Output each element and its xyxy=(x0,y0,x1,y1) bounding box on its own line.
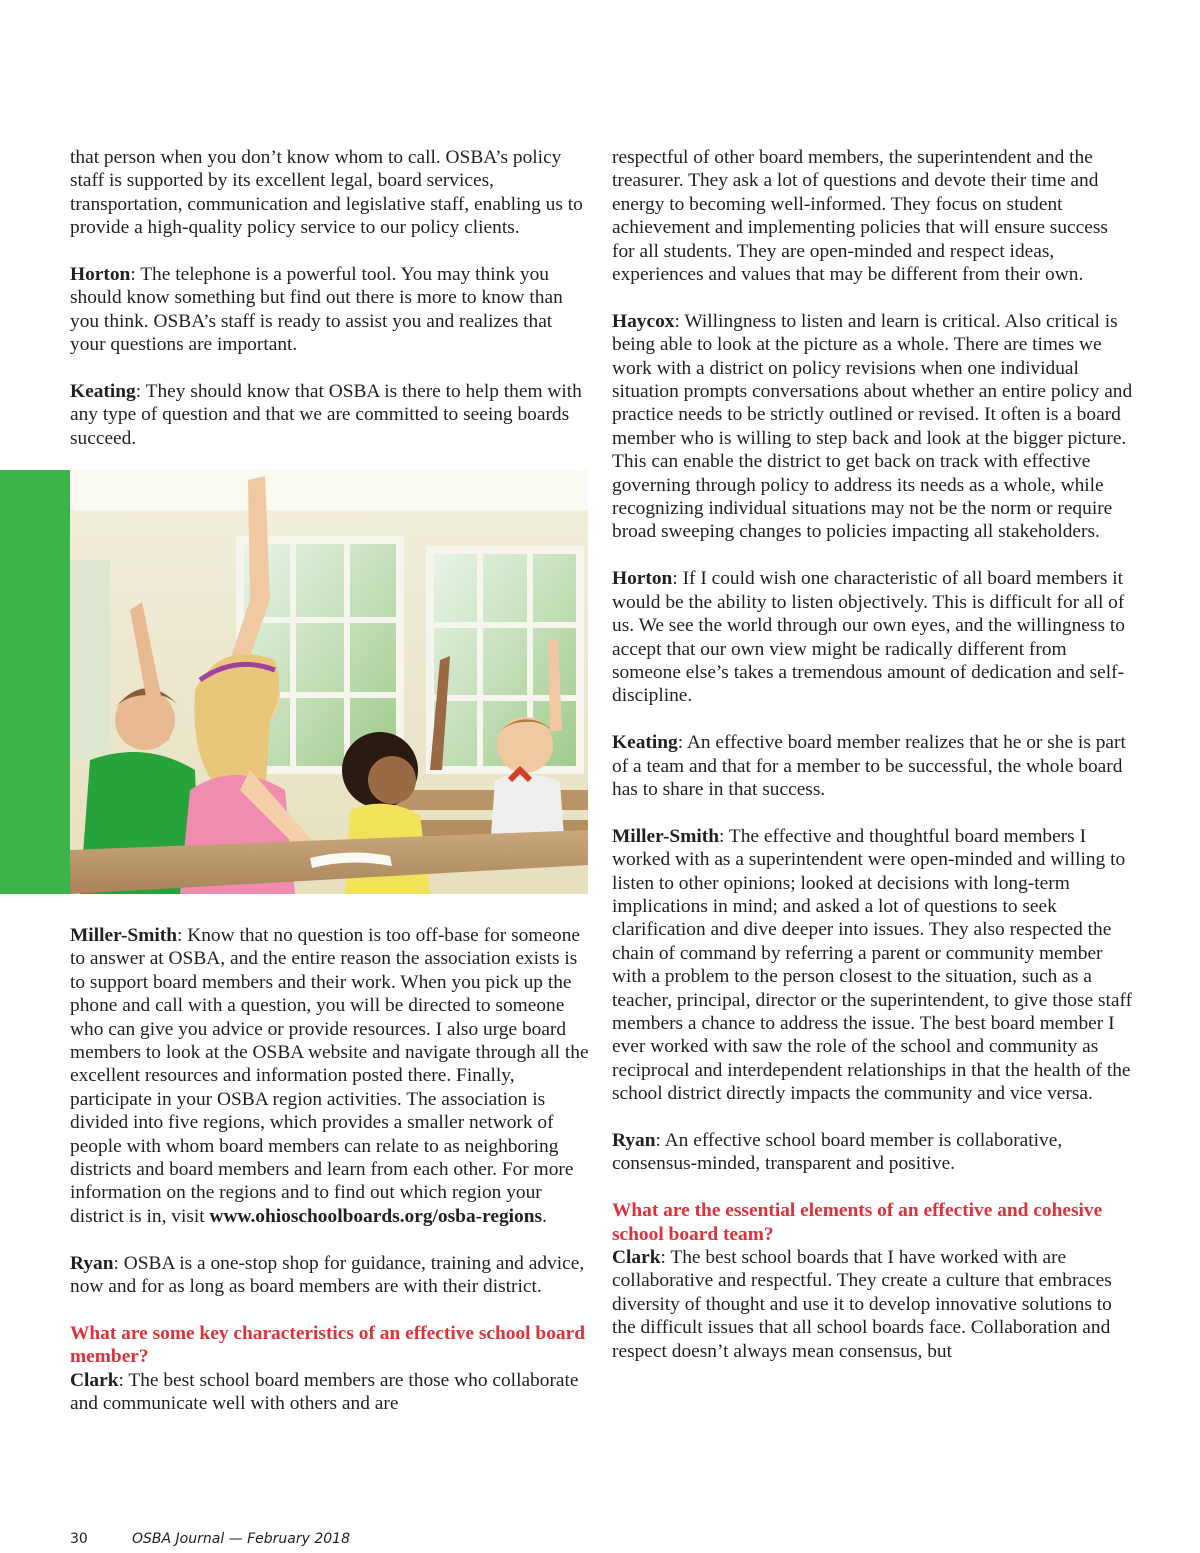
left-millersmith-answer: Miller-Smith: Know that no question is too off-base for someone to answer at OSBA, and the entire reason the association exists is to support board members and their work. When you pick up the phone and call with a question, you will be directed to someone who can give you advice or provide resources. I also urge board members to look at the OSBA website and navigate through all the excellent resources and information posted there. Finally, participate in your OSBA region activities. The association is divided into five regions, which provides a smaller network of people with whom board members can relate to as neighboring districts and board members and learn from each other. For more information on the regions and to find out which region your district is in, visit www.ohioschoolboards.org/osba-regions. xyxy=(70,925,589,1227)
left-column-lower xyxy=(70,924,590,1416)
right-horton-answer: Horton: If I could wish one characteristic of all board members it would be the ability to listen objectively. This is difficult for all of us. We see the world through our own eyes, and the willingness to accept that our own view might be radically different from someone else’s takes a tremendous amount of dedication and self-discipline. xyxy=(612,568,1125,707)
speaker-name: Clark xyxy=(612,1247,661,1268)
ceiling-band xyxy=(70,470,588,510)
speaker-name: Miller-Smith xyxy=(70,925,177,946)
classroom-photo xyxy=(70,470,588,894)
left-paragraph-continued: that person when you don’t know whom to call. OSBA’s policy staff is supported by its excellent legal, board services, transportation, communication and legislative staff, enabling us to provide a high-quality policy service to our policy clients. xyxy=(70,147,583,239)
page-number: 30 xyxy=(70,1531,88,1547)
publication-line: OSBA Journal — February 2018 xyxy=(132,1531,350,1547)
regions-url-link[interactable]: www.ohioschoolboards.org/osba-regions xyxy=(209,1205,543,1227)
right-keating-answer: Keating: An effective board member realizes that he or she is part of a team and that for a member to be successful, the whole board has to share in that success. xyxy=(612,732,1126,800)
question-heading-2: What are the essential elements of an effective and cohesive school board team? xyxy=(612,1200,1103,1245)
right-haycox-answer: Haycox: Willingness to listen and learn is critical. Also critical is being able to look at the picture as a whole. There are times we work with a district on policy revisions when one individual situation prompts conversations about whether an entire policy and practice needs to be strictly outlined or revised. It often is a board member who is willing to step back and look at the bigger picture. This can enable the district to get back on track with effective governing through policy to address its needs as a whole, while recognizing individual situations may not be the norm or require broad sweeping changes to policies impacting all stakeholders. xyxy=(612,310,1133,543)
right-paragraph-continued: respectful of other board members, the superintendent and the treasurer. They ask a lot of questions and devote their time and energy to becoming well-informed. They focus on student achievement and implementing policies that will ensure success for all students. They are open-minded and respect ideas, experiences and values that may be different from their own. xyxy=(612,147,1108,286)
left-column xyxy=(70,146,590,1415)
speaker-name: Haycox xyxy=(612,310,675,332)
speaker-name: Keating xyxy=(70,381,136,403)
speaker-name: Miller-Smith xyxy=(612,825,719,847)
question-heading-1: What are some key characteristics of an effective school board member? xyxy=(70,1322,585,1368)
right-ryan-answer: Ryan: An effective school board member is collaborative, consensus-minded, transparent and positive. xyxy=(612,1129,1063,1175)
left-clark-answer: Clark: The best school board members are those who collaborate and communicate well with others and are xyxy=(70,1369,579,1415)
left-ryan-answer: Ryan: OSBA is a one-stop shop for guidance, training and advice, now and for as long as board members are with their district. xyxy=(70,1252,585,1298)
right-clark-answer: Clark: The best school boards that I have worked with are collaborative and respectful. They create a culture that embraces diversity of thought and use it to develop innovative solutions to the difficult issues that all school boards face. Collaboration and respect doesn’t always mean consensus, but xyxy=(612,1247,1112,1362)
right-millersmith-answer: Miller-Smith: The effective and thoughtful board members I worked with as a superintendent were open-minded and willing to listen to other opinions; looked at decisions with long-term implications in mind; and asked a lot of questions to seek clarification and dive deeper into issues. They also respected the chain of command by referring a parent or community member with a problem to the person closest to the situation, such as a teacher, principal, director or the superintendent, to give those staff members a chance to address the issue. The best board member I ever worked with saw the role of the school and community as reciprocal and interdependent relationships in that the health of the school district directly impacts the community and vice versa. xyxy=(612,825,1133,1105)
speaker-name: Horton xyxy=(70,264,131,286)
speaker-name: Horton xyxy=(612,568,673,590)
left-horton-answer: Horton: The telephone is a powerful tool. You may think you should know something but find out there is more to know than you think. OSBA’s staff is ready to assist you and realizes that your questions are important. xyxy=(70,264,563,356)
page-footer xyxy=(70,1531,350,1547)
classroom-illustration xyxy=(70,470,588,894)
speaker-name: Clark xyxy=(70,1369,119,1391)
speaker-name: Keating xyxy=(612,732,678,754)
speaker-name: Ryan xyxy=(612,1129,656,1151)
window-frame-far-left xyxy=(70,560,110,760)
left-keating-answer: Keating: They should know that OSBA is there to help them with any type of question and that we are committed to seeing boards succeed. xyxy=(70,381,582,449)
right-column xyxy=(612,146,1134,1363)
speaker-name: Ryan xyxy=(70,1252,114,1274)
green-accent-bar xyxy=(0,470,70,894)
